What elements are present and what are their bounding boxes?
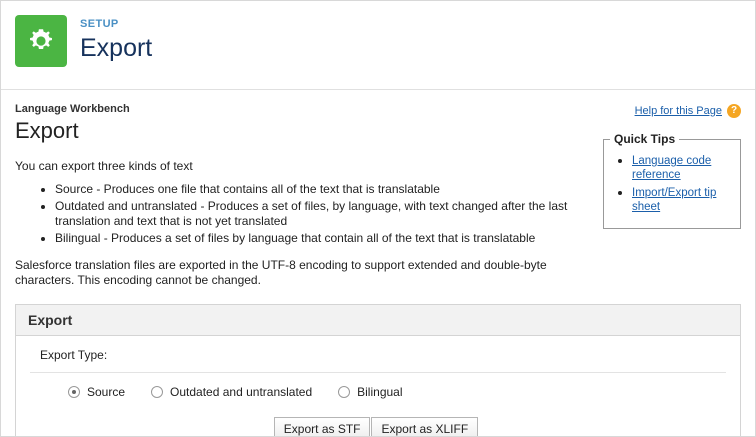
radio-label: Bilingual <box>357 385 403 399</box>
export-type-radio-group[interactable] <box>30 385 726 399</box>
radio-option-source[interactable] <box>68 385 125 399</box>
setup-title: Export <box>80 34 153 62</box>
main-content <box>1 90 755 288</box>
list-item: • Outdated and untranslated - Produces a set of files, by language, with text changed after the last translation and text that is not yet translated <box>55 199 595 229</box>
export-type-label: Export Type: <box>40 348 108 362</box>
export-kinds-list <box>15 182 595 246</box>
encoding-note: Salesforce translation files are exported in the UTF-8 encoding to support extended and double-byte characters. This encoding cannot be changed. <box>15 258 547 287</box>
export-panel-body <box>16 336 740 437</box>
radio-icon[interactable] <box>68 386 80 398</box>
export-panel-heading: Export <box>16 305 740 336</box>
radio-option-outdated-untranslated[interactable] <box>151 385 312 399</box>
radio-option-bilingual[interactable] <box>338 385 402 399</box>
setup-header <box>1 1 755 89</box>
help-icon[interactable]: ? <box>727 104 741 118</box>
setup-title-block <box>80 15 152 63</box>
intro-text: You can export three kinds of text <box>15 159 193 173</box>
help-link-label: Help for this Page <box>634 105 722 117</box>
setup-kicker: SETUP <box>80 18 119 30</box>
breadcrumb: Language Workbench <box>15 103 130 115</box>
list-item: • Bilingual - Produces a set of files by language that contain all of the text that is translatable <box>55 231 595 246</box>
quick-tips-title: Quick Tips <box>610 132 679 146</box>
import-export-tip-sheet-link[interactable]: Import/Export tip sheet <box>632 187 717 213</box>
radio-icon[interactable] <box>151 386 163 398</box>
list-item <box>632 186 732 214</box>
gear-icon <box>15 15 67 67</box>
help-for-this-page-link[interactable] <box>635 104 741 118</box>
panel-divider <box>30 372 726 373</box>
radio-icon[interactable] <box>338 386 350 398</box>
export-panel <box>15 304 741 437</box>
quick-tips-box <box>603 132 741 229</box>
quick-tips-list <box>612 154 732 214</box>
page-title: Export <box>15 118 79 143</box>
list-item: • Source - Produces one file that contains all of the text that is translatable <box>55 182 595 197</box>
radio-label: Outdated and untranslated <box>170 385 313 399</box>
export-as-xliff-button[interactable]: Export as XLIFF <box>371 417 478 437</box>
radio-label: Source <box>87 385 126 399</box>
list-item <box>632 154 732 182</box>
export-button-row <box>30 417 726 437</box>
language-code-reference-link[interactable]: Language code reference <box>632 155 712 181</box>
export-as-stf-button[interactable]: Export as STF <box>274 417 371 437</box>
